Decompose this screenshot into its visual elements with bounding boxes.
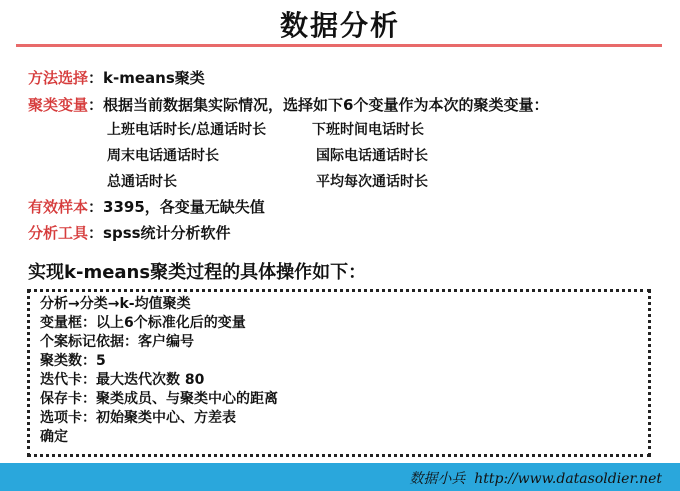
variable-item: 上班电话时长/总通话时长 (107, 122, 267, 138)
tool-label: 分析工具 (28, 224, 89, 242)
variable-item: 总通话时长 (107, 174, 177, 190)
footer-brand: 数据小兵 (409, 471, 466, 487)
step-item: 聚类数：5 (40, 353, 106, 369)
step-item: 迭代卡：最大迭代次数 80 (40, 372, 205, 388)
footer-bar (0, 463, 680, 491)
steps-heading: 实现k-means聚类过程的具体操作如下： (28, 262, 367, 283)
sample-row: 有效样本：3395，各变量无缺失值 (28, 198, 265, 216)
method-label: 方法选择 (28, 69, 89, 87)
tool-row: 分析工具：spss统计分析软件 (28, 224, 231, 242)
title-divider (16, 44, 662, 47)
variable-item: 周末电话通话时长 (107, 148, 219, 164)
step-item: 保存卡：聚类成员、与聚类中心的距离 (40, 391, 278, 407)
step-item: 分析→分类→k-均值聚类 (40, 296, 191, 312)
vars-label: 聚类变量 (28, 96, 89, 114)
sample-value: 3395，各变量无缺失值 (103, 198, 265, 216)
variable-item: 国际电话通话时长 (316, 148, 428, 164)
sample-label: 有效样本 (28, 198, 89, 216)
step-item: 个案标记依据：客户编号 (40, 334, 194, 350)
page-title: 数据分析 (279, 9, 400, 42)
vars-value: 根据当前数据集实际情况，选择如下6个变量作为本次的聚类变量： (103, 96, 549, 114)
variable-item: 平均每次通话时长 (316, 174, 428, 190)
tool-value: spss统计分析软件 (103, 224, 231, 242)
footer-credit (409, 468, 662, 488)
step-item: 选项卡：初始聚类中心、方差表 (40, 410, 236, 426)
step-item: 变量框：以上6个标准化后的变量 (40, 315, 246, 331)
step-item: 确定 (40, 429, 68, 445)
variable-item: 下班时间电话时长 (312, 122, 424, 138)
method-value: k-means聚类 (103, 69, 205, 87)
vars-row: 聚类变量：根据当前数据集实际情况，选择如下6个变量作为本次的聚类变量： (28, 96, 549, 114)
method-row: 方法选择：k-means聚类 (28, 69, 205, 87)
steps-box (27, 289, 651, 457)
footer-url[interactable]: http://www.datasoldier.net (474, 471, 662, 487)
